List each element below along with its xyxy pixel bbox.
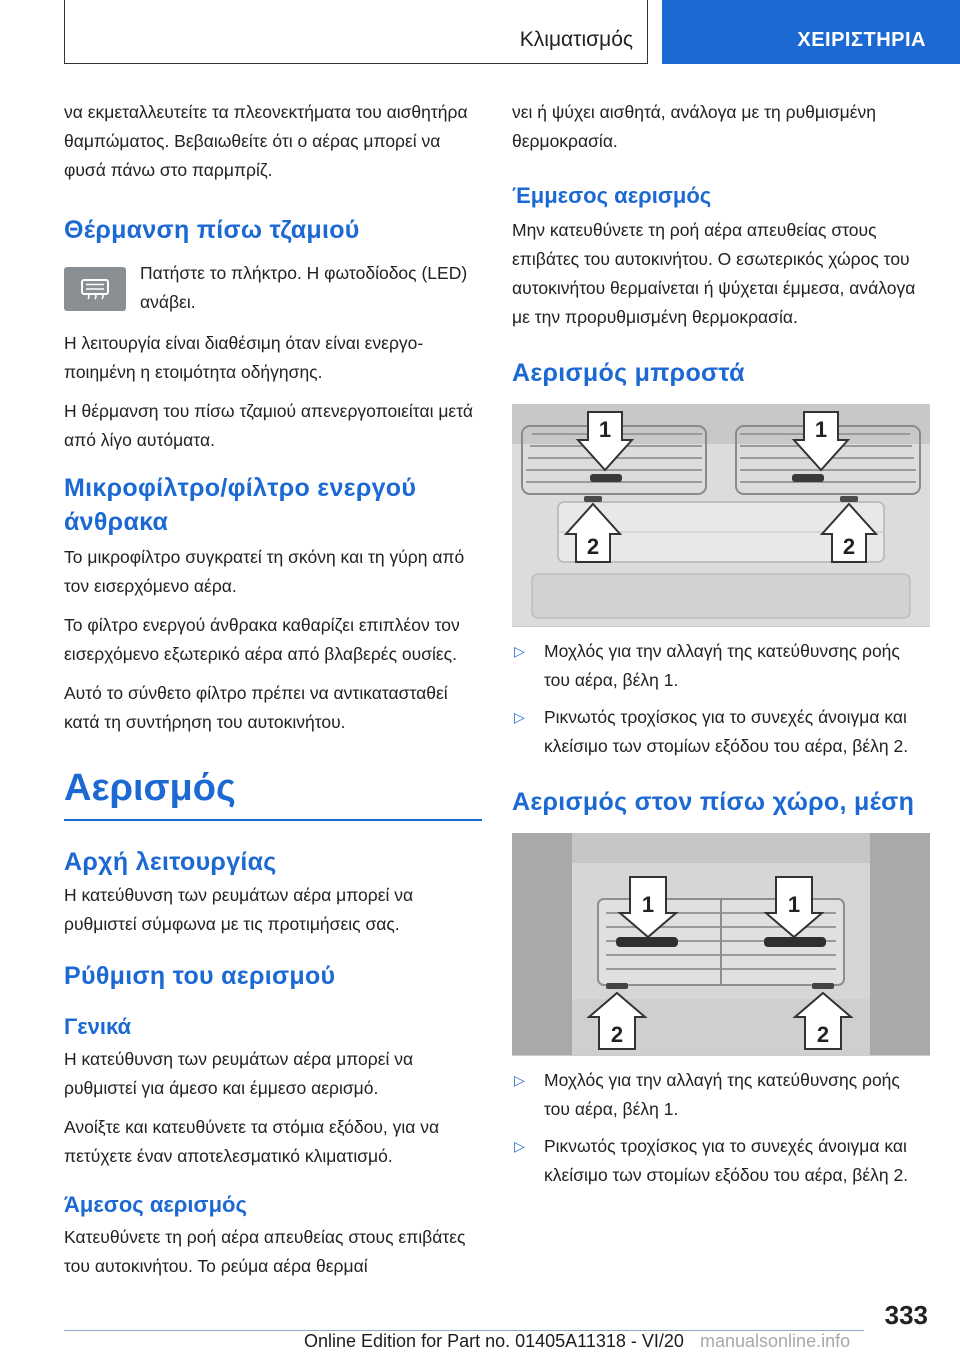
rear-defog-p2: Η θέρμανση του πίσω τζαμιού απενεργοποιείται μετά από λίγο αυτόματα. (64, 401, 473, 450)
header-chapter-box (64, 0, 648, 64)
right-column (512, 98, 930, 1198)
page-number: 333 (884, 1300, 928, 1330)
chapter-title: Κλιματισμός (519, 28, 633, 51)
section-title: ΧΕΙΡΙΣΤΗΡΙΑ (797, 29, 926, 51)
filter-p2: Το φίλτρο ενεργού άνθρακα καθαρίζει επιπλέον τον εισερχόμενο εξωτερικό αέρα από βλαβερές ουσίες. (64, 615, 460, 664)
bullet-arrow-icon: ▷ (514, 1072, 525, 1088)
filter-p1: Το μικροφίλτρο συγκρατεί τη σκόνη και τη γύρη από τον εισερχόμενο αέρα. (64, 547, 465, 596)
rear-vents-figure (512, 833, 930, 1055)
bullet-arrow-icon: ▷ (514, 1138, 525, 1154)
rear-arrow-label-2a: 2 (610, 1022, 624, 1047)
front-bullet-2: ▷ Ρικνωτός τροχίσκος για το συνεχές άνοιγμα και κλείσιμο των στομίων εξόδου του αέρα, βέλη 2. (512, 703, 930, 761)
header-section-tab (662, 0, 960, 64)
watermark-text: manualsonline.info (700, 1331, 851, 1351)
rear-bullet-2: ▷ Ρικνωτός τροχίσκος για το συνεχές άνοιγμα και κλείσιμο των στομίων εξόδου του αέρα, βέλη 2. (512, 1132, 930, 1190)
left-column (64, 98, 482, 1291)
filter-heading: Μικροφίλτρο/φίλτρο ενεργού άνθρακα (64, 474, 417, 536)
front-arrow-label-2b: 2 (842, 534, 856, 559)
rear-ventilation-heading: Αερισμός στον πίσω χώρο, μέση (512, 788, 915, 816)
bullet-arrow-icon: ▷ (514, 643, 525, 659)
rear-window-defrost-icon (64, 267, 126, 311)
section-divider (64, 819, 482, 821)
intro-paragraph: να εκμεταλλευτείτε τα πλεονεκτήματα του αισθητήρα θαμπώματος. Βεβαιωθείτε ότι ο αέρας μπορεί να φυσά πάνω στο παρμπρίζ. (64, 102, 468, 180)
front-arrow-label-1b: 1 (814, 417, 828, 442)
principle-heading: Αρχή λειτουργίας (64, 848, 277, 876)
front-vents-figure (512, 404, 930, 626)
direct-continued: νει ή ψύχει αισθητά, ανάλογα με τη ρυθμισμένη θερμοκρασία. (512, 102, 877, 151)
rear-defog-heading: Θέρμανση πίσω τζαμιού (64, 216, 360, 244)
ventilation-heading: Αερισμός (64, 767, 236, 809)
rear-defog-instruction (64, 259, 482, 317)
front-arrow-label-2a: 2 (586, 534, 600, 559)
general-p1: Η κατεύθυνση των ρευμάτων αέρα μπορεί να ρυθμιστεί για άμεσο και έμμεσο αερισμό. (64, 1049, 414, 1098)
general-heading: Γενικά (64, 1014, 132, 1039)
indirect-heading: Έμμεσος αερισμός (512, 183, 712, 208)
direct-text: Κατευθύνετε τη ροή αέρα απευθείας στους επιβάτες του αυτοκινήτου. Το ρεύμα αέρα θερμαί (64, 1227, 466, 1276)
front-arrow-label-1a: 1 (598, 417, 612, 442)
rear-arrow-label-1b: 1 (787, 892, 801, 917)
principle-text: Η κατεύθυνση των ρευμάτων αέρα μπορεί να ρυθμιστεί σύμφωνα με τις προτιμήσεις σας. (64, 885, 414, 934)
setting-heading: Ρύθμιση του αερισμού (64, 962, 336, 990)
indirect-text: Μην κατευθύνετε τη ροή αέρα απευθείας στους επιβάτες του αυτοκινήτου. Ο εσωτερικός χώρος του αυτοκινήτου θερμαίνεται ή ψύχεται έμμεσα, ανάλογα με την προρυθμισμένη θερμοκρασία. (512, 220, 916, 327)
rear-arrow-label-1a: 1 (641, 892, 655, 917)
front-bullet-1: ▷ Μοχλός για την αλλαγή της κατεύθυνσης ροής του αέρα, βέλη 1. (512, 637, 930, 695)
rear-defog-button-text: Πατήστε το πλήκτρο. Η φωτοδίοδος (LED) ανάβει. (140, 263, 468, 312)
rear-arrow-label-2b: 2 (816, 1022, 830, 1047)
bullet-arrow-icon: ▷ (514, 709, 525, 725)
rear-bullet-1: ▷ Μοχλός για την αλλαγή της κατεύθυνσης ροής του αέρα, βέλη 1. (512, 1066, 930, 1124)
filter-p3: Αυτό το σύνθετο φίλτρο πρέπει να αντικατασταθεί κατά τη συντήρηση του αυτοκινήτου. (64, 683, 448, 732)
rear-defog-p1: Η λειτουργία είναι διαθέσιμη όταν είναι ενεργοποιημένη η ετοιμότητα οδήγησης. (64, 333, 424, 382)
general-p2: Ανοίξτε και κατευθύνετε τα στόμια εξόδου, για να πετύχετε έναν αποτελεσματικό κλιματισμό. (64, 1117, 440, 1166)
front-ventilation-heading: Αερισμός μπροστά (512, 359, 745, 387)
edition-text: Online Edition for Part no. 01405A11318 - VI/20 (304, 1331, 684, 1351)
direct-heading: Άμεσος αερισμός (64, 1192, 247, 1217)
